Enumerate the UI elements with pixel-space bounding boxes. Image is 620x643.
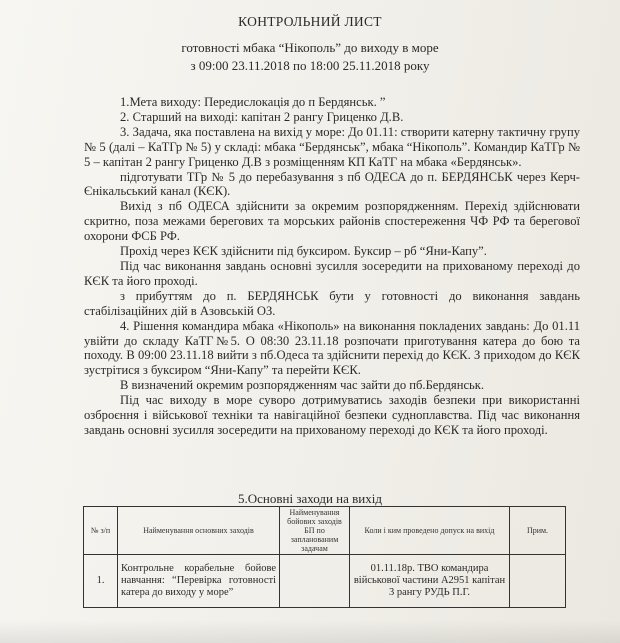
cell-when: 01.11.18р. ТВО командира військової частини А2951 капітан 3 рангу РУДЬ П.Г. bbox=[350, 555, 510, 608]
document-body bbox=[84, 95, 580, 438]
paragraph-arrival: з прибуттям до п. БЕРДЯНСЬК бути у готовності до виконання завдань стабілізаційних дій в Азовській ОЗ. bbox=[84, 288, 580, 318]
header-when: Коли і ким проведено допуск на вихід bbox=[350, 507, 510, 555]
table-header-row bbox=[84, 507, 566, 555]
paragraph-purpose: 1.Мета виходу: Передислокація до п Бердянськ. ” bbox=[120, 95, 386, 109]
paragraph-effort: Під час виконання завдань основні зусилля зосередити на прихованому переході до КЄК та його проході. bbox=[84, 258, 580, 288]
header-num: № з/п bbox=[84, 507, 118, 555]
document-title: КОНТРОЛЬНИЙ ЛИСТ bbox=[238, 14, 382, 29]
cell-num: 1. bbox=[84, 555, 118, 608]
cell-who bbox=[280, 555, 350, 608]
paragraph-departure: Вихід з пб ОДЕСА здійснити за окремим розпорядженням. Перехід здійснювати скритно, поза межами берегових та морських районів спостереження ЧФ РФ та берегової охорони ФСБ РФ. bbox=[84, 199, 580, 244]
paragraph-decision: 4. Рішення командира мбака «Нікополь» на виконання покладених завдань: До 01.11 увійти до складу КаТГ№5. О 08:30 23.11.18 розпочати приготування катера до бою та походу. В 09:00 23.11.18 вийти з пб.Одеса та здійснити перехід до КЄК. З приходом до КЄК зустрітися з буксиром “Яни-Капу” та перейти КЄК. bbox=[84, 318, 580, 378]
document-subtitle-line2: з 09:00 23.11.2018 по 18:00 25.11.2018 року bbox=[190, 58, 430, 73]
paragraph-entry: В визначений окремим розпорядженням час зайти до пб.Бердянськ. bbox=[120, 378, 485, 393]
paragraph-task: 3. Задача, яка поставлена на вихід у море: До 01.11: створити катерну тактичну групу № 5 (далі – КаТГр № 5) у складі: мбака “Бердянськ”, мбака “Нікополь”. Командир КаТГр № 5 – капітан 2 рангу Гриценко Д.В з розміщенням КП КаТГ на мбака «Бердянськ». bbox=[84, 124, 580, 169]
paragraph-senior: 2. Старший на виході: капітан 2 рангу Гриценко Д.В. bbox=[120, 109, 404, 124]
header-who: Найменування бойових заходів БП по запланованим задачам bbox=[280, 507, 350, 555]
header-name: Найменування основних заходів bbox=[118, 507, 280, 555]
header-note: Прим. bbox=[510, 507, 566, 555]
cell-name: Контрольне корабельне бойове навчання: “Перевірка готовності катера до виходу у море” bbox=[118, 555, 280, 608]
paragraph-prepare: підготувати ТГр № 5 до перебазування з пб ОДЕСА до п. БЕРДЯНСЬК через Керч-Єнікальський канал (КЄК). bbox=[84, 169, 580, 199]
table-row bbox=[84, 555, 566, 608]
paragraph-safety: Під час виходу в море суворо дотримуватись заходів безпеки при використанні озброєння і військової техніки та навігаційної безпеки судноплавства. Під час виконання завдань основні зусилля зосередити на прихованому переході до КЄК та його проході. bbox=[84, 393, 580, 437]
measures-table bbox=[83, 506, 566, 608]
page-edge-shadow bbox=[0, 620, 620, 643]
section-title: 5.Основні заходи на вихід bbox=[238, 491, 382, 506]
document-subtitle-line1: готовності мбака “Нікополь” до виходу в море bbox=[181, 40, 439, 55]
paragraph-tow: Прохід через КЄК здійснити під буксиром. Буксир – рб “Яни-Капу”. bbox=[120, 244, 487, 259]
cell-note bbox=[510, 555, 566, 608]
